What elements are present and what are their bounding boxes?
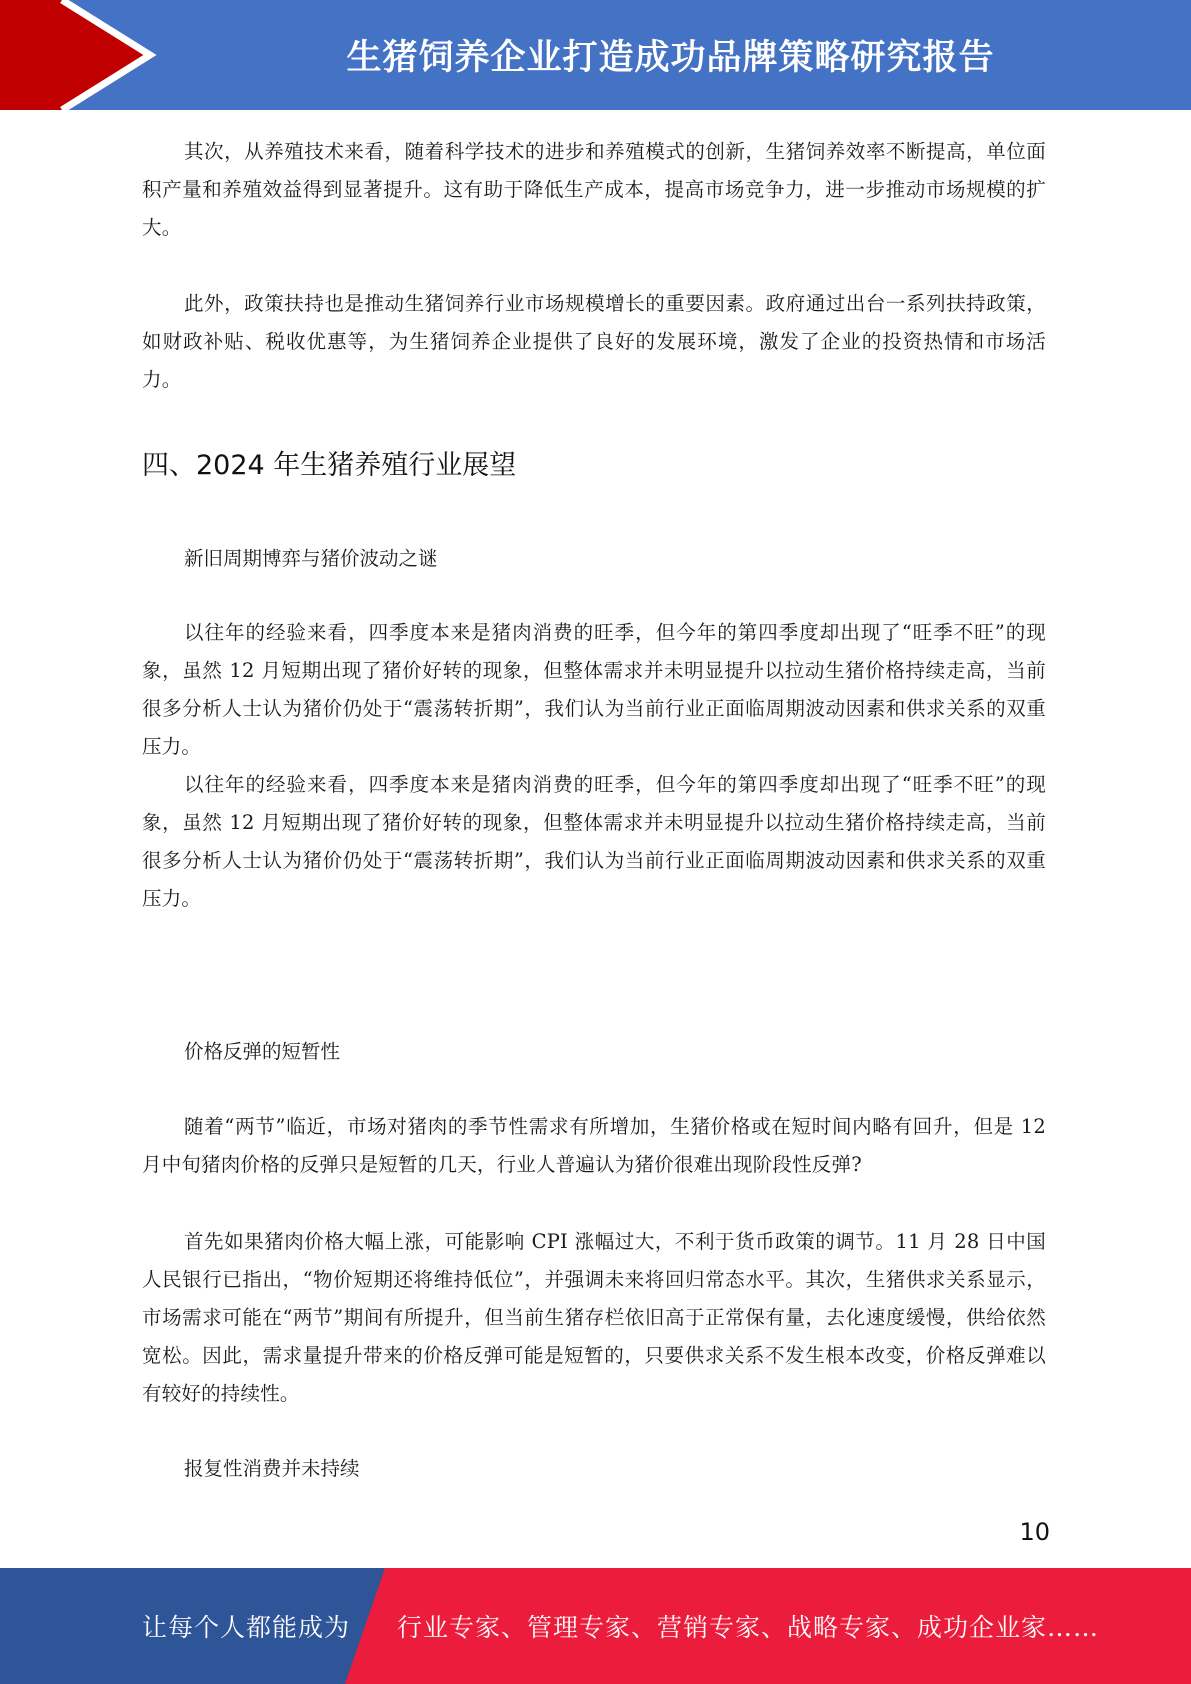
paragraph-cpi-analysis: 首先如果猪肉价格大幅上涨，可能影响 CPI 涨幅过大，不利于货币政策的调节。11 月 28 日中国人民银行已指出，“物价短期还将维持低位”，并强调未来将回归常态水平。其次，生猪供求关系显示，市场需求可能在“两节”期间有所提升，但当前生猪存栏依旧高于正常保有量，去化速度缓慢，供给依然宽松。因此，需求量提升带来的价格反弹可能是短暂的，只要供求关系不发生根本改变，价格反弹难以有较好的持续性。 (142, 1230, 1046, 1405)
subheading-revenge-consumption: 报复性消费并未持续 (184, 1457, 360, 1480)
header-arrow-decoration (0, 0, 160, 110)
paragraph-two-festivals: 随着“两节”临近，市场对猪肉的季节性需求有所增加，生猪价格或在短时间内略有回升，但是 12 月中旬猪肉价格的反弹只是短暂的几天，行业人普遍认为猪价很难出现阶段性反弹? (142, 1115, 1046, 1176)
page-header (0, 0, 1191, 110)
footer-slogan-left: 让每个人都能成为 (142, 1613, 351, 1642)
footer-slogan-right: 行业专家、管理专家、营销专家、战略专家、成功企业家…… (397, 1613, 1100, 1642)
paragraph-peak-season-1: 以往年的经验来看，四季度本来是猪肉消费的旺季，但今年的第四季度却出现了“旺季不旺”的现象，虽然 12 月短期出现了猪价好转的现象，但整体需求并未明显提升以拉动生猪价格持续走高，当前很多分析人士认为猪价仍处于“震荡转折期”，我们认为当前行业正面临周期波动因素和供求关系的双重压力。 (142, 621, 1046, 758)
paragraph-policy-support: 此外，政策扶持也是推动生猪饲养行业市场规模增长的重要因素。政府通过出台一系列扶持政策，如财政补贴、税收优惠等，为生猪饲养企业提供了良好的发展环境，激发了企业的投资热情和市场活力。 (142, 292, 1046, 391)
header-red-arrow (0, 0, 150, 110)
section-heading-outlook: 四、2024 年生猪养殖行业展望 (142, 450, 517, 481)
paragraph-peak-season-2: 以往年的经验来看，四季度本来是猪肉消费的旺季，但今年的第四季度却出现了“旺季不旺”的现象，虽然 12 月短期出现了猪价好转的现象，但整体需求并未明显提升以拉动生猪价格持续走高，当前很多分析人士认为猪价仍处于“震荡转折期”，我们认为当前行业正面临周期波动因素和供求关系的双重压力。 (142, 773, 1046, 910)
paragraph-breeding-technology: 其次，从养殖技术来看，随着科学技术的进步和养殖模式的创新，生猪饲养效率不断提高，单位面积产量和养殖效益得到显著提升。这有助于降低生产成本，提高市场竞争力，进一步推动市场规模的扩大。 (142, 140, 1046, 239)
subheading-price-rebound: 价格反弹的短暂性 (184, 1040, 341, 1063)
page-number: 10 (1019, 1518, 1050, 1546)
page-footer (0, 1568, 1191, 1684)
subheading-price-cycle: 新旧周期博弈与猪价波动之谜 (184, 547, 438, 570)
report-title: 生猪饲养企业打造成功品牌策略研究报告 (346, 38, 995, 78)
